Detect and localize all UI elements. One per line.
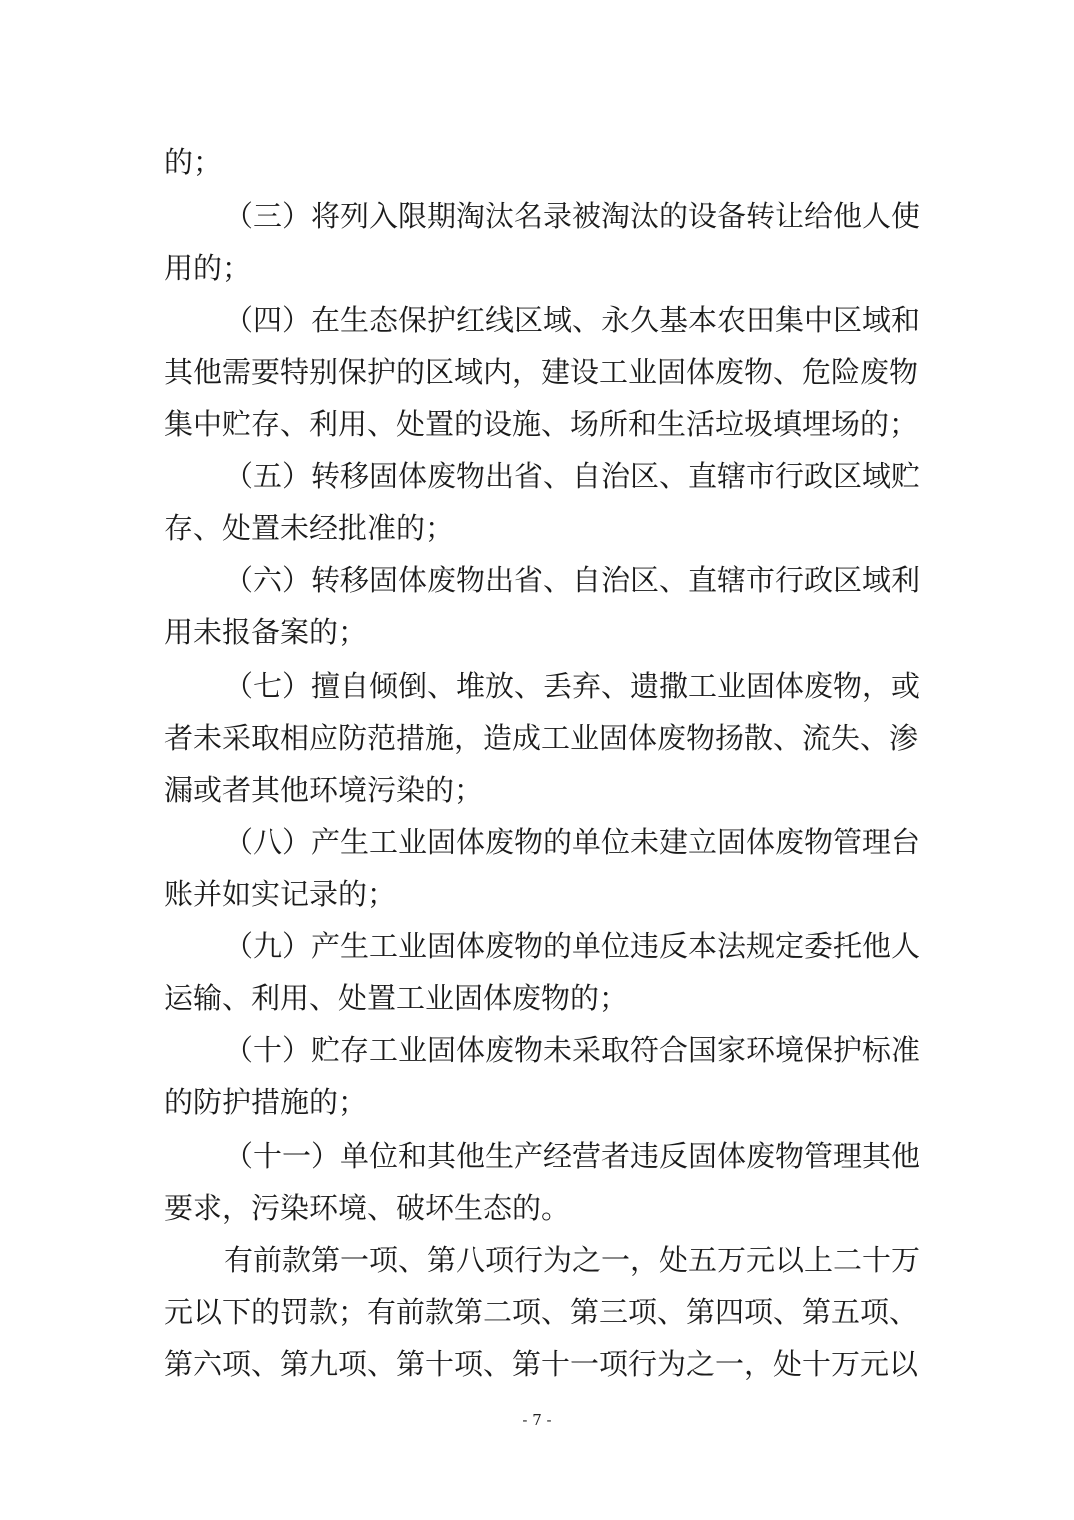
text-line-22: 有前款第一项、第八项行为之一，处五万元以上二十万 <box>224 1243 921 1277</box>
text-line-23: 元以下的罚款；有前款第二项、第三项、第四项、第五项、 <box>164 1295 919 1329</box>
text-line-1: 的； <box>164 145 223 179</box>
text-line-8: 存、处置未经批准的； <box>164 511 455 545</box>
page-number: - 7 - <box>522 1411 552 1429</box>
text-line-19: 的防护措施的； <box>164 1085 368 1119</box>
text-line-13: 漏或者其他环境污染的； <box>164 773 484 807</box>
text-line-4: （四）在生态保护红线区域、永久基本农田集中区域和 <box>224 303 921 337</box>
text-line-10: 用未报备案的； <box>164 615 368 649</box>
text-line-11: （七）擅自倾倒、堆放、丢弃、遗撒工业固体废物，或 <box>224 669 921 703</box>
text-line-3: 用的； <box>164 251 252 285</box>
text-line-2: （三）将列入限期淘汰名录被淘汰的设备转让给他人使 <box>224 199 921 233</box>
text-line-15: 账并如实记录的； <box>164 877 397 911</box>
text-line-5: 其他需要特别保护的区域内，建设工业固体废物、危险废物 <box>164 355 919 389</box>
text-line-21: 要求，污染环境、破坏生态的。 <box>164 1191 571 1225</box>
text-line-14: （八）产生工业固体废物的单位未建立固体废物管理台 <box>224 825 921 859</box>
text-line-20: （十一）单位和其他生产经营者违反固体废物管理其他 <box>224 1139 921 1173</box>
text-line-18: （十）贮存工业固体废物未采取符合国家环境保护标准 <box>224 1033 921 1067</box>
text-line-12: 者未采取相应防范措施，造成工业固体废物扬散、流失、渗 <box>164 721 919 755</box>
text-line-6: 集中贮存、利用、处置的设施、场所和生活垃圾填埋场的； <box>164 407 919 441</box>
text-line-24: 第六项、第九项、第十项、第十一项行为之一，处十万元以 <box>164 1347 919 1381</box>
text-line-9: （六）转移固体废物出省、自治区、直辖市行政区域利 <box>224 563 921 597</box>
text-line-7: （五）转移固体废物出省、自治区、直辖市行政区域贮 <box>224 459 921 493</box>
text-line-16: （九）产生工业固体废物的单位违反本法规定委托他人 <box>224 929 921 963</box>
text-line-17: 运输、利用、处置工业固体废物的； <box>164 981 629 1015</box>
